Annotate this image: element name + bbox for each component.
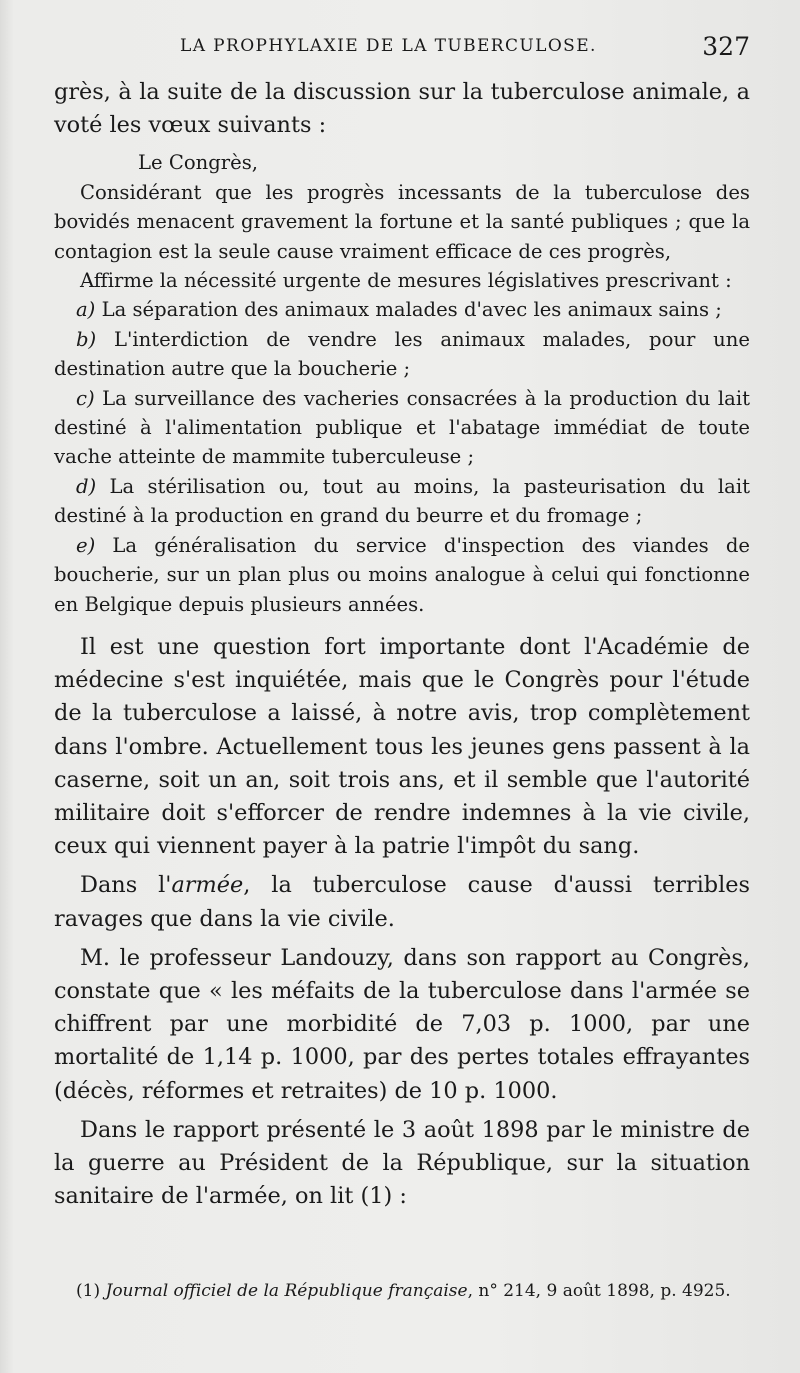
paragraph-army-tuberculosis [54, 869, 750, 935]
paragraph-landouzy: M. le professeur Landouzy, dans son rapport au Congrès, constate que « les méfaits de la tuberculose dans l'armée se chiffrent par une morbidité de 7,03 p. 1000, par une mortalité de 1,14 p. 1000, par des pertes totales effrayantes (décès, réformes et retraites) de 10 p. 1000. [54, 944, 750, 1104]
italic-term: armée [171, 872, 244, 899]
list-item-text: La généralisation du service d'inspection des viandes de boucherie, sur un plan plus ou moins analogue à celui qui fonctionne en Belgique depuis plusieurs années. [54, 533, 750, 616]
footnote [54, 1278, 754, 1305]
paragraph-rapport: Dans le rapport présenté le 3 août 1898 par le ministre de la guerre au Président de la République, sur la situation sanitaire de l'armée, on lit (1) : [54, 1116, 750, 1210]
list-item [54, 384, 750, 472]
list-item [54, 295, 750, 324]
running-title: LA PROPHYLAXIE DE LA TUBERCULOSE. [180, 36, 597, 56]
list-item [54, 472, 750, 531]
list-item-text: La surveillance des vacheries consacrées à la production du lait destiné à l'alimentation publique et l'abatage immédiat de toute vache atteinte de mammite tuberculeuse ; [54, 386, 751, 469]
footnote-ref: (1) [76, 1281, 101, 1301]
list-item [54, 325, 750, 384]
list-item-text: La séparation des animaux malades d'avec les animaux sains ; [101, 298, 722, 322]
list-item-text: La stérilisation ou, tout au moins, la pasteurisation du lait destiné à la production en grand du beurre et du fromage ; [54, 474, 750, 528]
footnote-title: Journal officiel de la République française [105, 1281, 468, 1301]
considerant-paragraph: Considérant que les progrès incessants de la tuberculose des bovidés menacent gravement la fortune et la santé publiques ; que la contagion est la seule cause vraiment efficace de ces progrès, [54, 180, 750, 263]
list-letter: b) [76, 327, 97, 351]
list-item [54, 531, 750, 619]
paragraph-continuation: grès, à la suite de la discussion sur la tuberculose animale, a voté les vœux suivants : [54, 79, 750, 139]
page-header [52, 34, 750, 70]
affirme-paragraph: Affirme la nécessité urgente de mesures législatives prescrivant : [80, 269, 732, 293]
text-run: Dans l' [80, 872, 172, 899]
footnote-rest: , n° 214, 9 août 1898, p. 4925. [467, 1281, 731, 1301]
congress-heading: Le Congrès, [138, 151, 259, 175]
list-item-text: L'interdiction de vendre les animaux malades, pour une destination autre que la boucherie ; [54, 327, 750, 381]
page-number: 327 [702, 32, 750, 61]
list-letter: e) [76, 533, 96, 557]
list-letter: c) [76, 386, 95, 410]
body-text [54, 76, 750, 1213]
text-run: , la tuberculose cause d'aussi terribles ravages que dans la vie civile. [54, 872, 750, 932]
list-letter: d) [76, 474, 97, 498]
paragraph-army-question: Il est une question fort importante dont l'Académie de médecine s'est inquiétée, mais que le Congrès pour l'étude de la tuberculose a laissé, à notre avis, trop complètement dans l'ombre. Actuellement tous les jeunes gens passent à la caserne, soit un an, soit trois ans, et il semble que l'autorité militaire doit s'efforcer de rendre indemnes à la vie civile, ceux qui viennent payer à la patrie l'impôt du sang. [54, 633, 750, 860]
list-letter: a) [76, 298, 96, 322]
